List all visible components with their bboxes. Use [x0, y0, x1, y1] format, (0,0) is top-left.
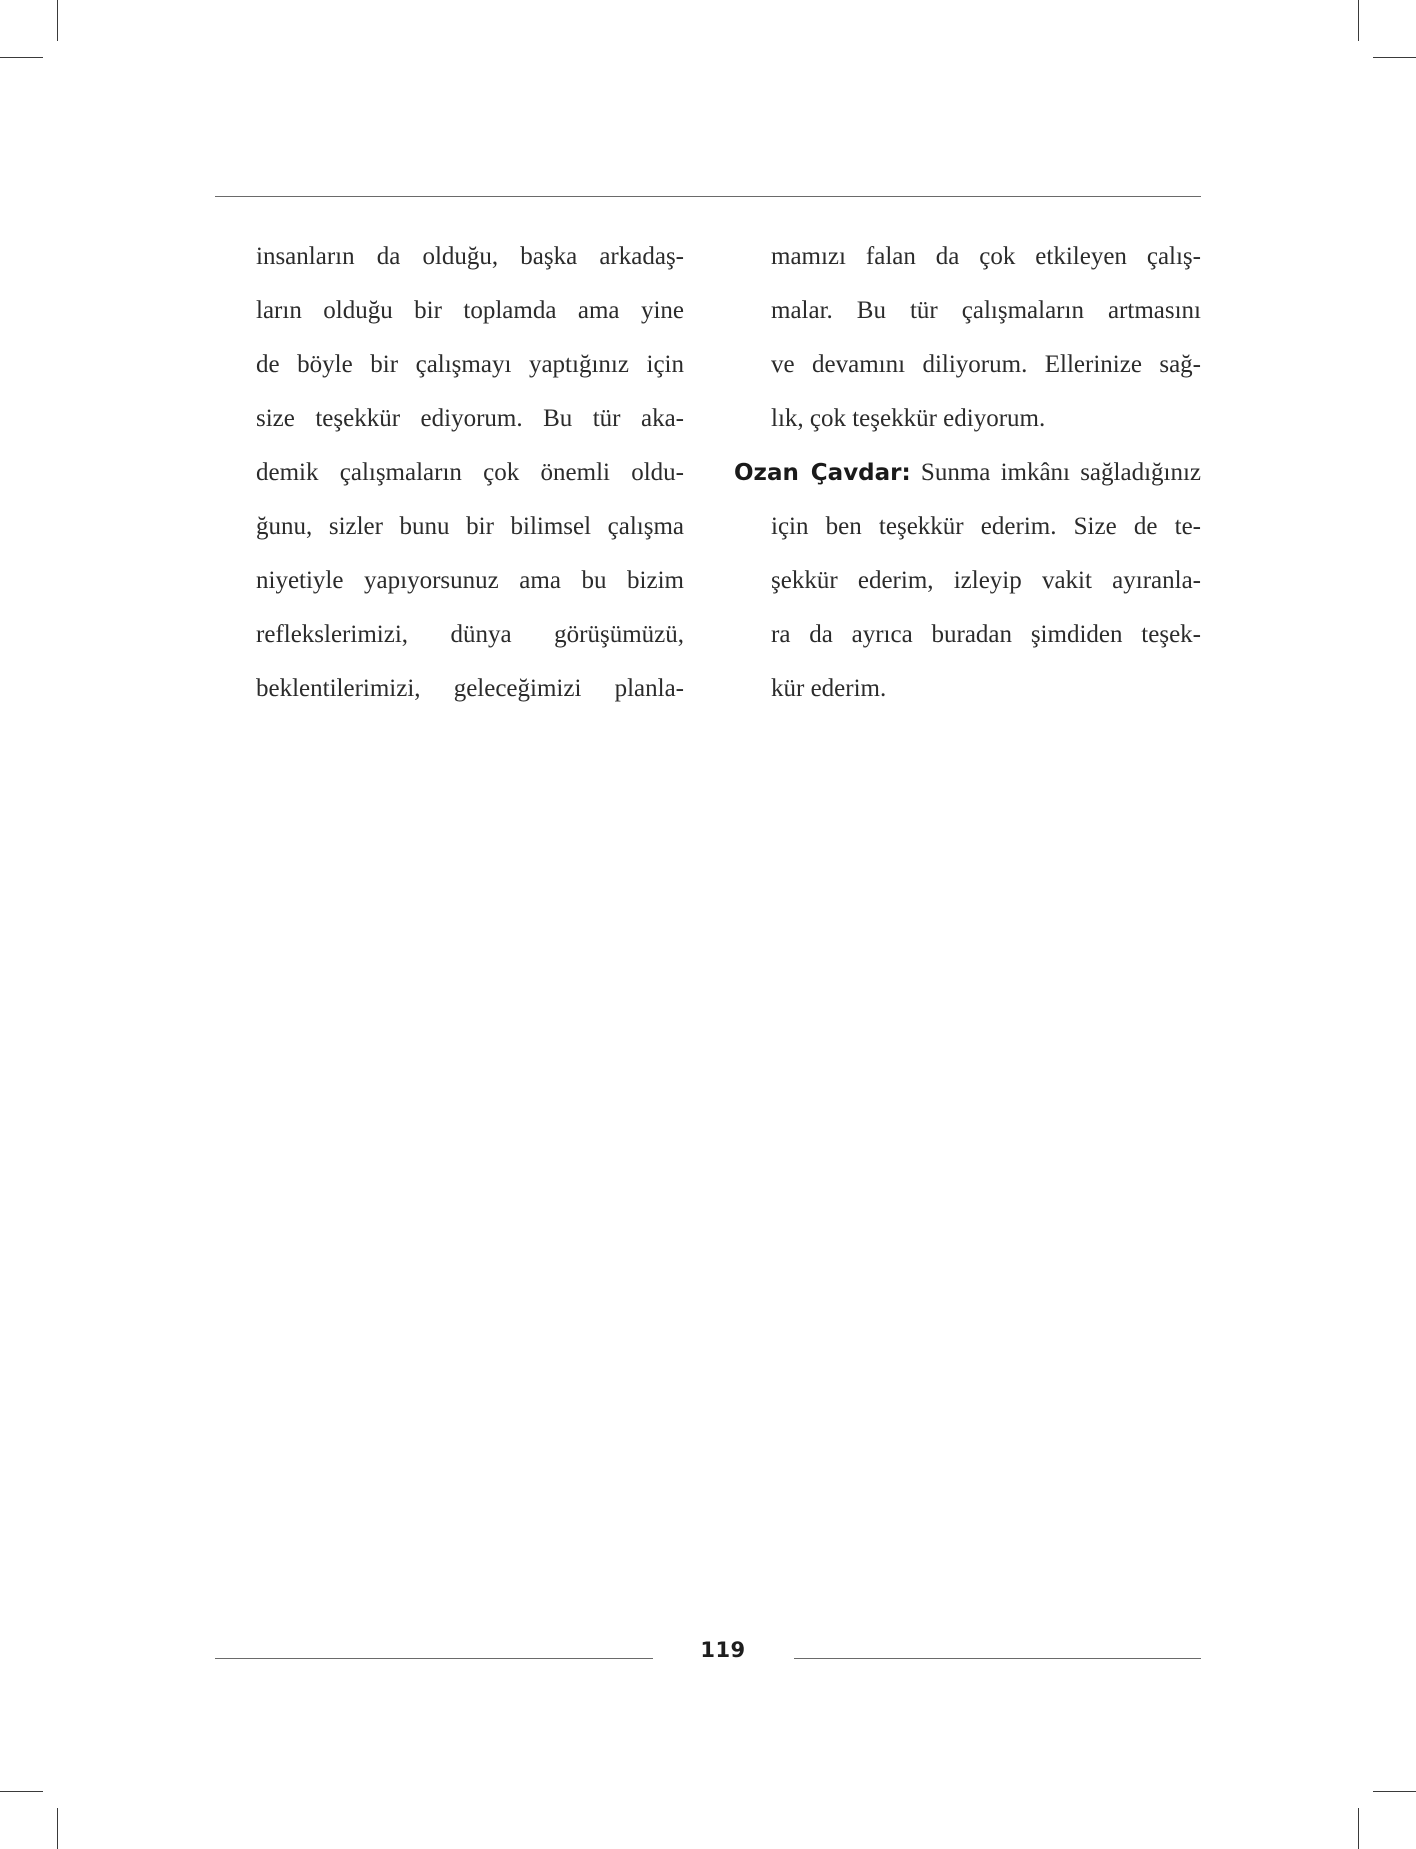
- speaker-line-4: ra da ayrıca buradan şimdiden teşek-: [771, 621, 1201, 648]
- speaker-line-2: için ben teşekkür ederim. Size de te-: [771, 513, 1201, 540]
- crop-mark-top-right-vertical: [1358, 0, 1359, 41]
- left-line-6: ğunu, sizler bunu bir bilimsel çalışma: [256, 513, 684, 540]
- speaker-line-5: kür ederim.: [771, 675, 887, 702]
- left-line-1: insanların da olduğu, başka arkadaş-: [256, 243, 684, 270]
- left-line-3: de böyle bir çalışmayı yaptığınız için: [256, 351, 684, 378]
- right-line-1: mamızı falan da çok etkileyen çalış-: [771, 243, 1201, 270]
- left-column: [256, 230, 684, 716]
- right-line-4: lık, çok teşekkür ediyorum.: [771, 405, 1046, 432]
- crop-mark-bottom-left-horizontal: [0, 1791, 43, 1792]
- right-column: [734, 230, 1201, 716]
- left-line-5: demik çalışmaların çok önemli oldu-: [256, 459, 684, 486]
- header-rule: [215, 196, 1201, 197]
- right-line-3: ve devamını diliyorum. Ellerinize sağ-: [771, 351, 1201, 378]
- crop-mark-top-left-horizontal: [0, 57, 43, 58]
- left-line-8: reflekslerimizi, dünya görüşümüzü,: [256, 621, 684, 648]
- footer-rule-left: [215, 1658, 653, 1659]
- speaker-name: Ozan Çavdar: [734, 460, 902, 486]
- left-line-4: size teşekkür ediyorum. Bu tür aka-: [256, 405, 684, 432]
- speaker-line-3: şekkür ederim, izleyip vakit ayıranla-: [771, 567, 1201, 594]
- speaker-first-line: Sunma imkânı sağladığınız: [910, 459, 1201, 486]
- crop-mark-top-right-horizontal: [1373, 57, 1416, 58]
- crop-mark-bottom-left-vertical: [57, 1808, 58, 1849]
- right-line-2: malar. Bu tür çalışmaların artmasını: [771, 297, 1201, 324]
- crop-mark-top-left-vertical: [57, 0, 58, 41]
- speaker-separator: :: [901, 460, 911, 486]
- crop-mark-bottom-right-horizontal: [1373, 1791, 1416, 1792]
- left-line-7: niyetiyle yapıyorsunuz ama bu bizim: [256, 567, 684, 594]
- speaker-line: [734, 446, 1201, 500]
- page-number: 119: [700, 1638, 746, 1662]
- left-line-9: beklentilerimizi, geleceğimizi planla-: [256, 675, 684, 702]
- left-line-2: ların olduğu bir toplamda ama yine: [256, 297, 684, 324]
- footer-rule-right: [794, 1658, 1201, 1659]
- crop-mark-bottom-right-vertical: [1358, 1808, 1359, 1849]
